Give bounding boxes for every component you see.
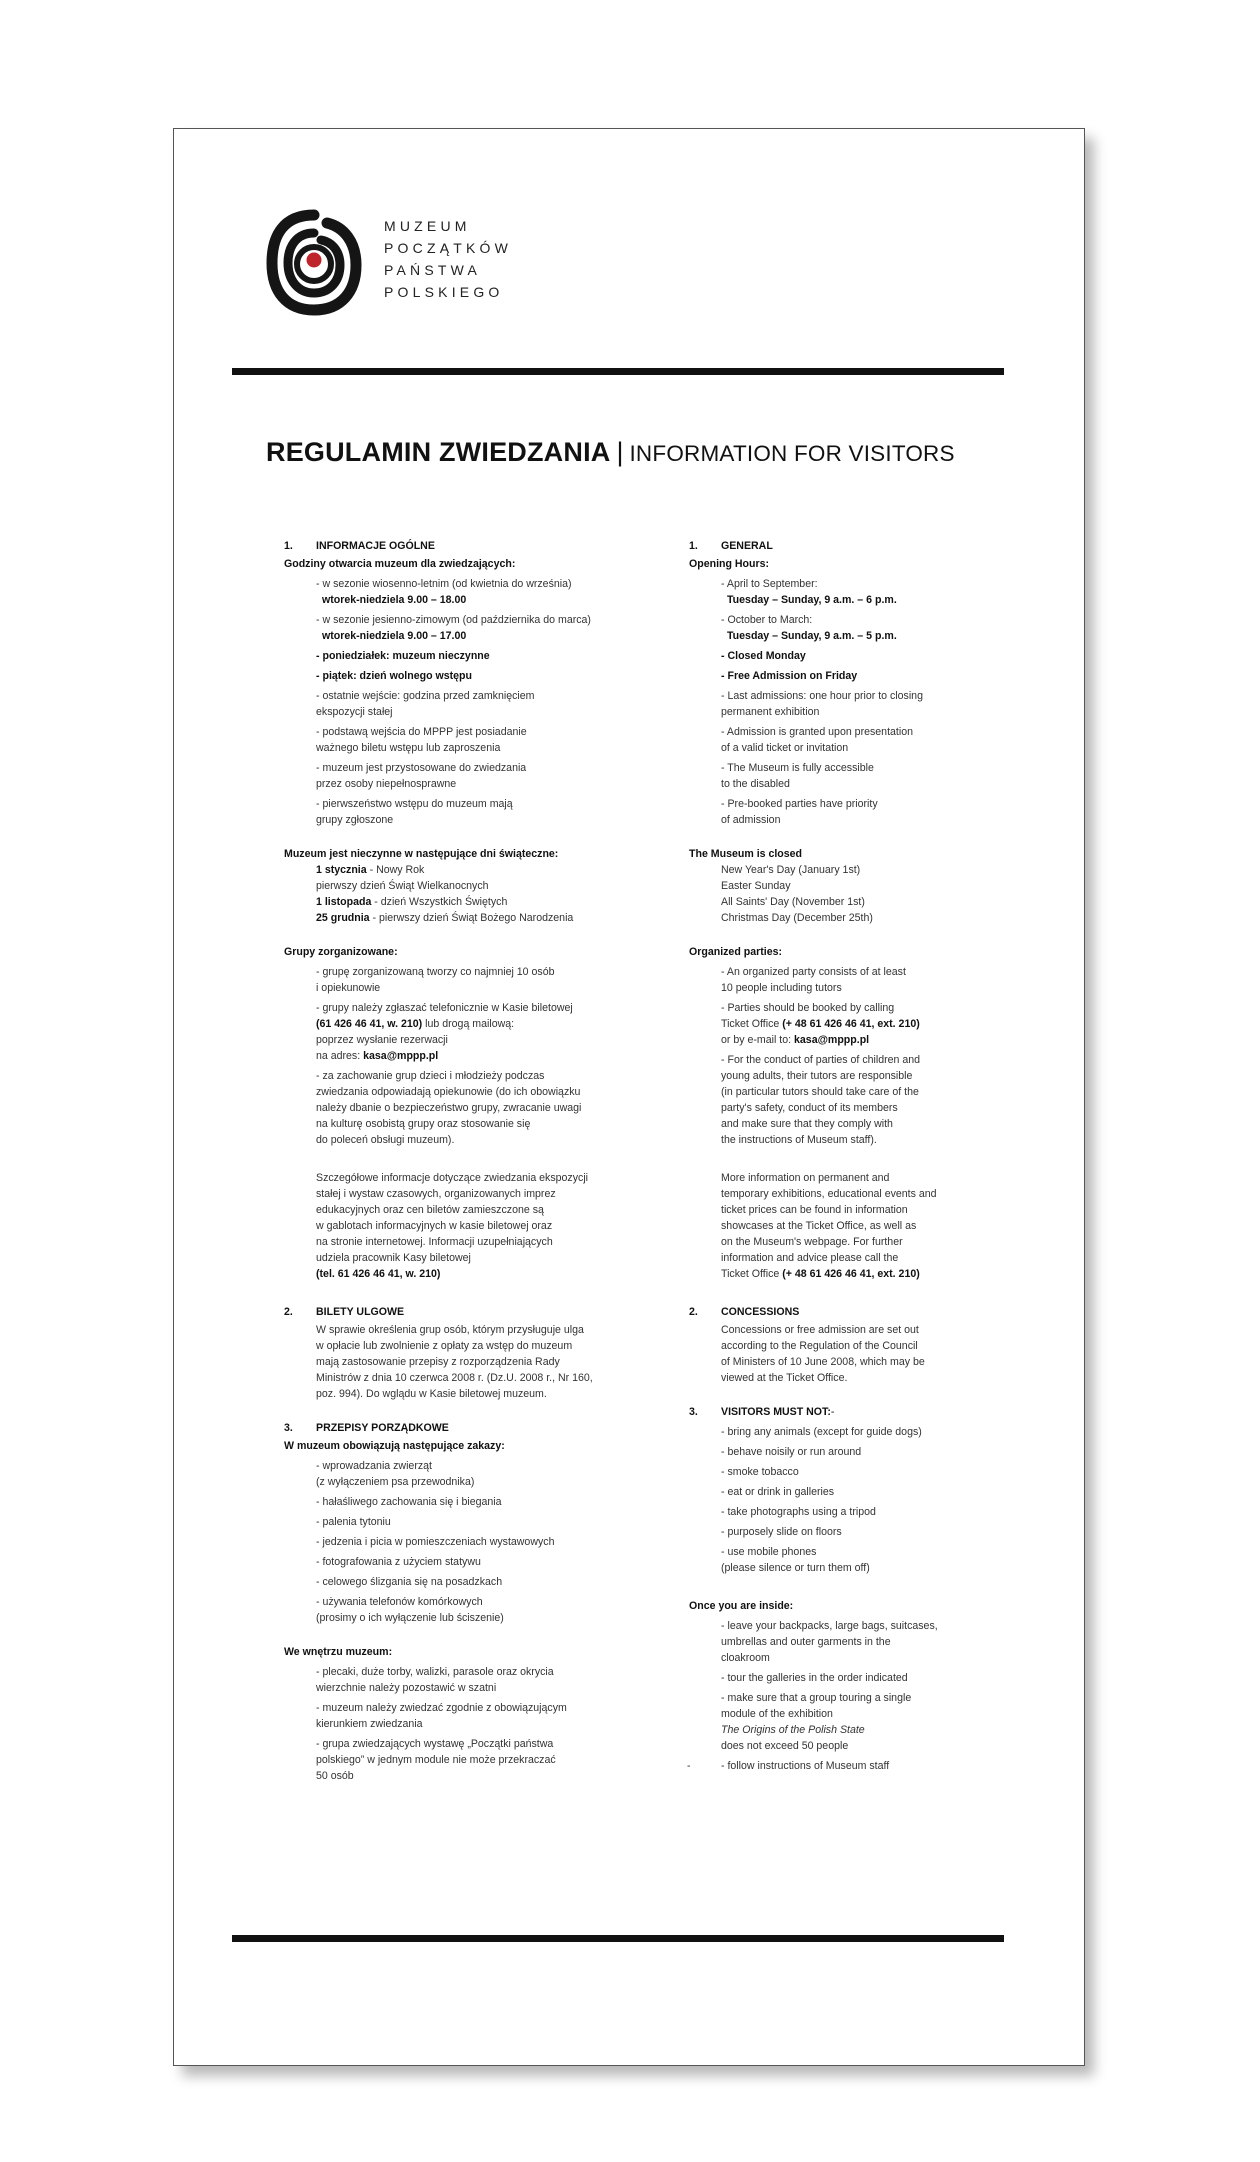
list-item: - używania telefonów komórkowych (prosimy o ich wyłączenie lub ściszenie) (316, 1596, 504, 1624)
list-item: - October to March: Tuesday – Sunday, 9 a.m. – 5 p.m. (721, 614, 897, 642)
list-item: - za zachowanie grup dzieci i młodzieży podczas zwiedzania odpowiadają opiekunowie (do ich obowiązku należy dbanie o bezpieczeństwo grupy, zwracanie uwagi na kulturę osobistą grupy oraz stosowanie się do poleceń obsługi muzeum). (316, 1070, 582, 1146)
list-item: - The Museum is fully accessible to the disabled (721, 762, 874, 790)
closed-days-title: The Museum is closed (689, 848, 803, 860)
regulations-poster (173, 128, 1085, 2066)
list-item: - ostatnie wejście: godzina przed zamknięciem ekspozycji stałej (316, 690, 535, 718)
list-item: - Parties should be booked by calling Ticket Office (+ 48 61 426 46 41, ext. 210) or by e-mail to: kasa@mppp.pl (721, 1002, 920, 1046)
title-separator: | (616, 437, 624, 467)
groups-title: Organized parties: (689, 946, 783, 958)
closed-days-list: New Year's Day (January 1st) Easter Sunday All Saints' Day (November 1st) Christmas Day (December 25th) (721, 864, 873, 924)
list-item: - podstawą wejścia do MPPP jest posiadanie ważnego biletu wstępu lub zaproszenia (316, 726, 527, 754)
museum-name-line: POLSKIEGO (384, 284, 504, 300)
list-item: - jedzenia i picia w pomieszczeniach wystawowych (316, 1536, 555, 1548)
stray-dash: - (687, 1760, 691, 1772)
section-heading: 3. PRZEPISY PORZĄDKOWE (284, 1422, 449, 1434)
museum-logo-icon (264, 209, 364, 317)
museum-name-line: POCZĄTKÓW (384, 240, 513, 256)
section-heading: 3. VISITORS MUST NOT:- (689, 1406, 835, 1418)
polish-column (284, 538, 634, 1784)
list-item: - smoke tobacco (721, 1466, 799, 1478)
page-title (266, 434, 955, 472)
opening-hours-title: Opening Hours: (689, 558, 770, 570)
top-divider (232, 368, 1004, 375)
list-item: - - follow instructions of Museum staff (687, 1760, 890, 1772)
museum-name-line: PAŃSTWA (384, 262, 482, 278)
info-paragraph: More information on permanent and temporary exhibitions, educational events and ticket prices can be found in information showcases at the Ticket Office, as well as on the Museum's webpage. For further information and advice please call the Ticket Office (+ 48 61 426 46 41, ext. 210) (721, 1172, 937, 1280)
list-item: - Last admissions: one hour prior to closing permanent exhibition (721, 690, 923, 718)
english-column (689, 538, 1039, 1774)
list-item: - An organized party consists of at least 10 people including tutors (721, 966, 906, 994)
list-item: - palenia tytoniu (316, 1516, 391, 1528)
list-item: - bring any animals (except for guide dogs) (721, 1426, 922, 1438)
list-item: - muzeum należy zwiedzać zgodnie z obowiązującym kierunkiem zwiedzania (316, 1702, 567, 1730)
list-item: - grupę zorganizowaną tworzy co najmniej 10 osób i opiekunowie (316, 966, 555, 994)
list-item: - poniedziałek: muzeum nieczynne (316, 650, 490, 662)
groups-title: Grupy zorganizowane: (284, 946, 398, 958)
museum-name (384, 215, 512, 303)
list-item: - April to September: Tuesday – Sunday, 9 a.m. – 6 p.m. (721, 578, 897, 606)
inside-title: Once you are inside: (689, 1600, 794, 1612)
list-item: - make sure that a group touring a single module of the exhibition The Origins of the Polish State does not exceed 50 people (721, 1692, 912, 1752)
section-heading: 2. CONCESSIONS (689, 1306, 800, 1318)
list-item: - For the conduct of parties of children and young adults, their tutors are responsible (in particular tutors should take care of the party's safety, conduct of its members and make sure that they comply with the instructions of Museum staff). (721, 1054, 921, 1146)
title-polish: REGULAMIN ZWIEDZANIA (266, 437, 611, 467)
list-item: - grupy należy zgłaszać telefonicznie w Kasie biletowej (61 426 46 41, w. 210) lub drogą mailową: poprzez wysłanie rezerwacji na adres: kasa@mppp.pl (316, 1002, 573, 1062)
list-item: - w sezonie wiosenno-letnim (od kwietnia do września) wtorek-niedziela 9.00 – 18.00 (316, 578, 572, 606)
list-item: - take photographs using a tripod (721, 1506, 876, 1518)
info-paragraph: Szczegółowe informacje dotyczące zwiedzania ekspozycji stałej i wystaw czasowych, organizowanych imprez edukacyjnych oraz cen biletów zamieszczone są w gablotach informacyjnych w kasie biletowej oraz na stronie internetowej. Informacji uzupełniających udziela pracownik Kasy biletowej (tel. 61 426 46 41, w. 210) (316, 1172, 589, 1280)
list-item: - fotografowania z użyciem statywu (316, 1556, 481, 1568)
list-item: - behave noisily or run around (721, 1446, 862, 1458)
closed-days-list: 1 stycznia - Nowy Rok pierwszy dzień Świąt Wielkanocnych 1 listopada - dzień Wszystkich Świętych 25 grudnia - pierwszy dzień Świąt Bożego Narodzenia (316, 864, 574, 924)
inside-title: We wnętrzu muzeum: (284, 1646, 393, 1658)
concessions-paragraph: W sprawie określenia grup osób, którym przysługuje ulga w opłacie lub zwolnienie z opłaty za wstęp do muzeum mają zastosowanie przepisy z rozporządzenia Rady Ministrów z dnia 10 czerwca 2008 r. (Dz.U. 2008 r., Nr 160, poz. 994). Do wglądu w Kasie biletowej muzeum. (316, 1324, 593, 1400)
list-item: - purposely slide on floors (721, 1526, 842, 1538)
list-item: - piątek: dzień wolnego wstępu (316, 670, 472, 682)
list-item: - eat or drink in galleries (721, 1486, 835, 1498)
section-heading: 1. INFORMACJE OGÓLNE (284, 540, 435, 552)
list-item: - use mobile phones (please silence or turn them off) (721, 1546, 870, 1574)
section-heading: 1. GENERAL (689, 540, 773, 552)
section-heading: 2. BILETY ULGOWE (284, 1306, 405, 1318)
list-item: - wprowadzania zwierząt (z wyłączeniem psa przewodnika) (316, 1460, 475, 1488)
bans-title: W muzeum obowiązują następujące zakazy: (284, 1440, 505, 1452)
list-item: - Free Admission on Friday (721, 670, 858, 682)
closed-days-title: Muzeum jest nieczynne w następujące dni świąteczne: (284, 848, 559, 860)
list-item: - w sezonie jesienno-zimowym (od października do marca) wtorek-niedziela 9.00 – 17.00 (316, 614, 591, 642)
list-item: - leave your backpacks, large bags, suitcases, umbrellas and outer garments in the cloakroom (721, 1620, 938, 1664)
list-item: - Admission is granted upon presentation of a valid ticket or invitation (721, 726, 913, 754)
list-item: - grupa zwiedzających wystawę „Początki państwa polskiego” w jednym module nie może przekraczać 50 osób (316, 1738, 556, 1782)
list-item: - Closed Monday (721, 650, 806, 662)
list-item: - tour the galleries in the order indicated (721, 1672, 908, 1684)
bottom-divider (232, 1935, 1004, 1942)
list-item: - Pre-booked parties have priority of admission (721, 798, 878, 826)
list-item: - pierwszeństwo wstępu do muzeum mają grupy zgłoszone (316, 798, 513, 826)
list-item: - hałaśliwego zachowania się i biegania (316, 1496, 502, 1508)
concessions-paragraph: Concessions or free admission are set out according to the Regulation of the Council of Ministers of 10 June 2008, which may be viewed at the Ticket Office. (721, 1324, 925, 1384)
list-item: - muzeum jest przystosowane do zwiedzania przez osoby niepełnosprawne (316, 762, 527, 790)
museum-name-line: MUZEUM (384, 218, 471, 234)
title-english: INFORMATION FOR VISITORS (629, 441, 955, 466)
list-item: - plecaki, duże torby, walizki, parasole oraz okrycia wierzchnie należy pozostawić w szatni (316, 1666, 554, 1694)
opening-hours-title: Godziny otwarcia muzeum dla zwiedzających: (284, 558, 516, 570)
list-item: - celowego ślizgania się na posadzkach (316, 1576, 503, 1588)
